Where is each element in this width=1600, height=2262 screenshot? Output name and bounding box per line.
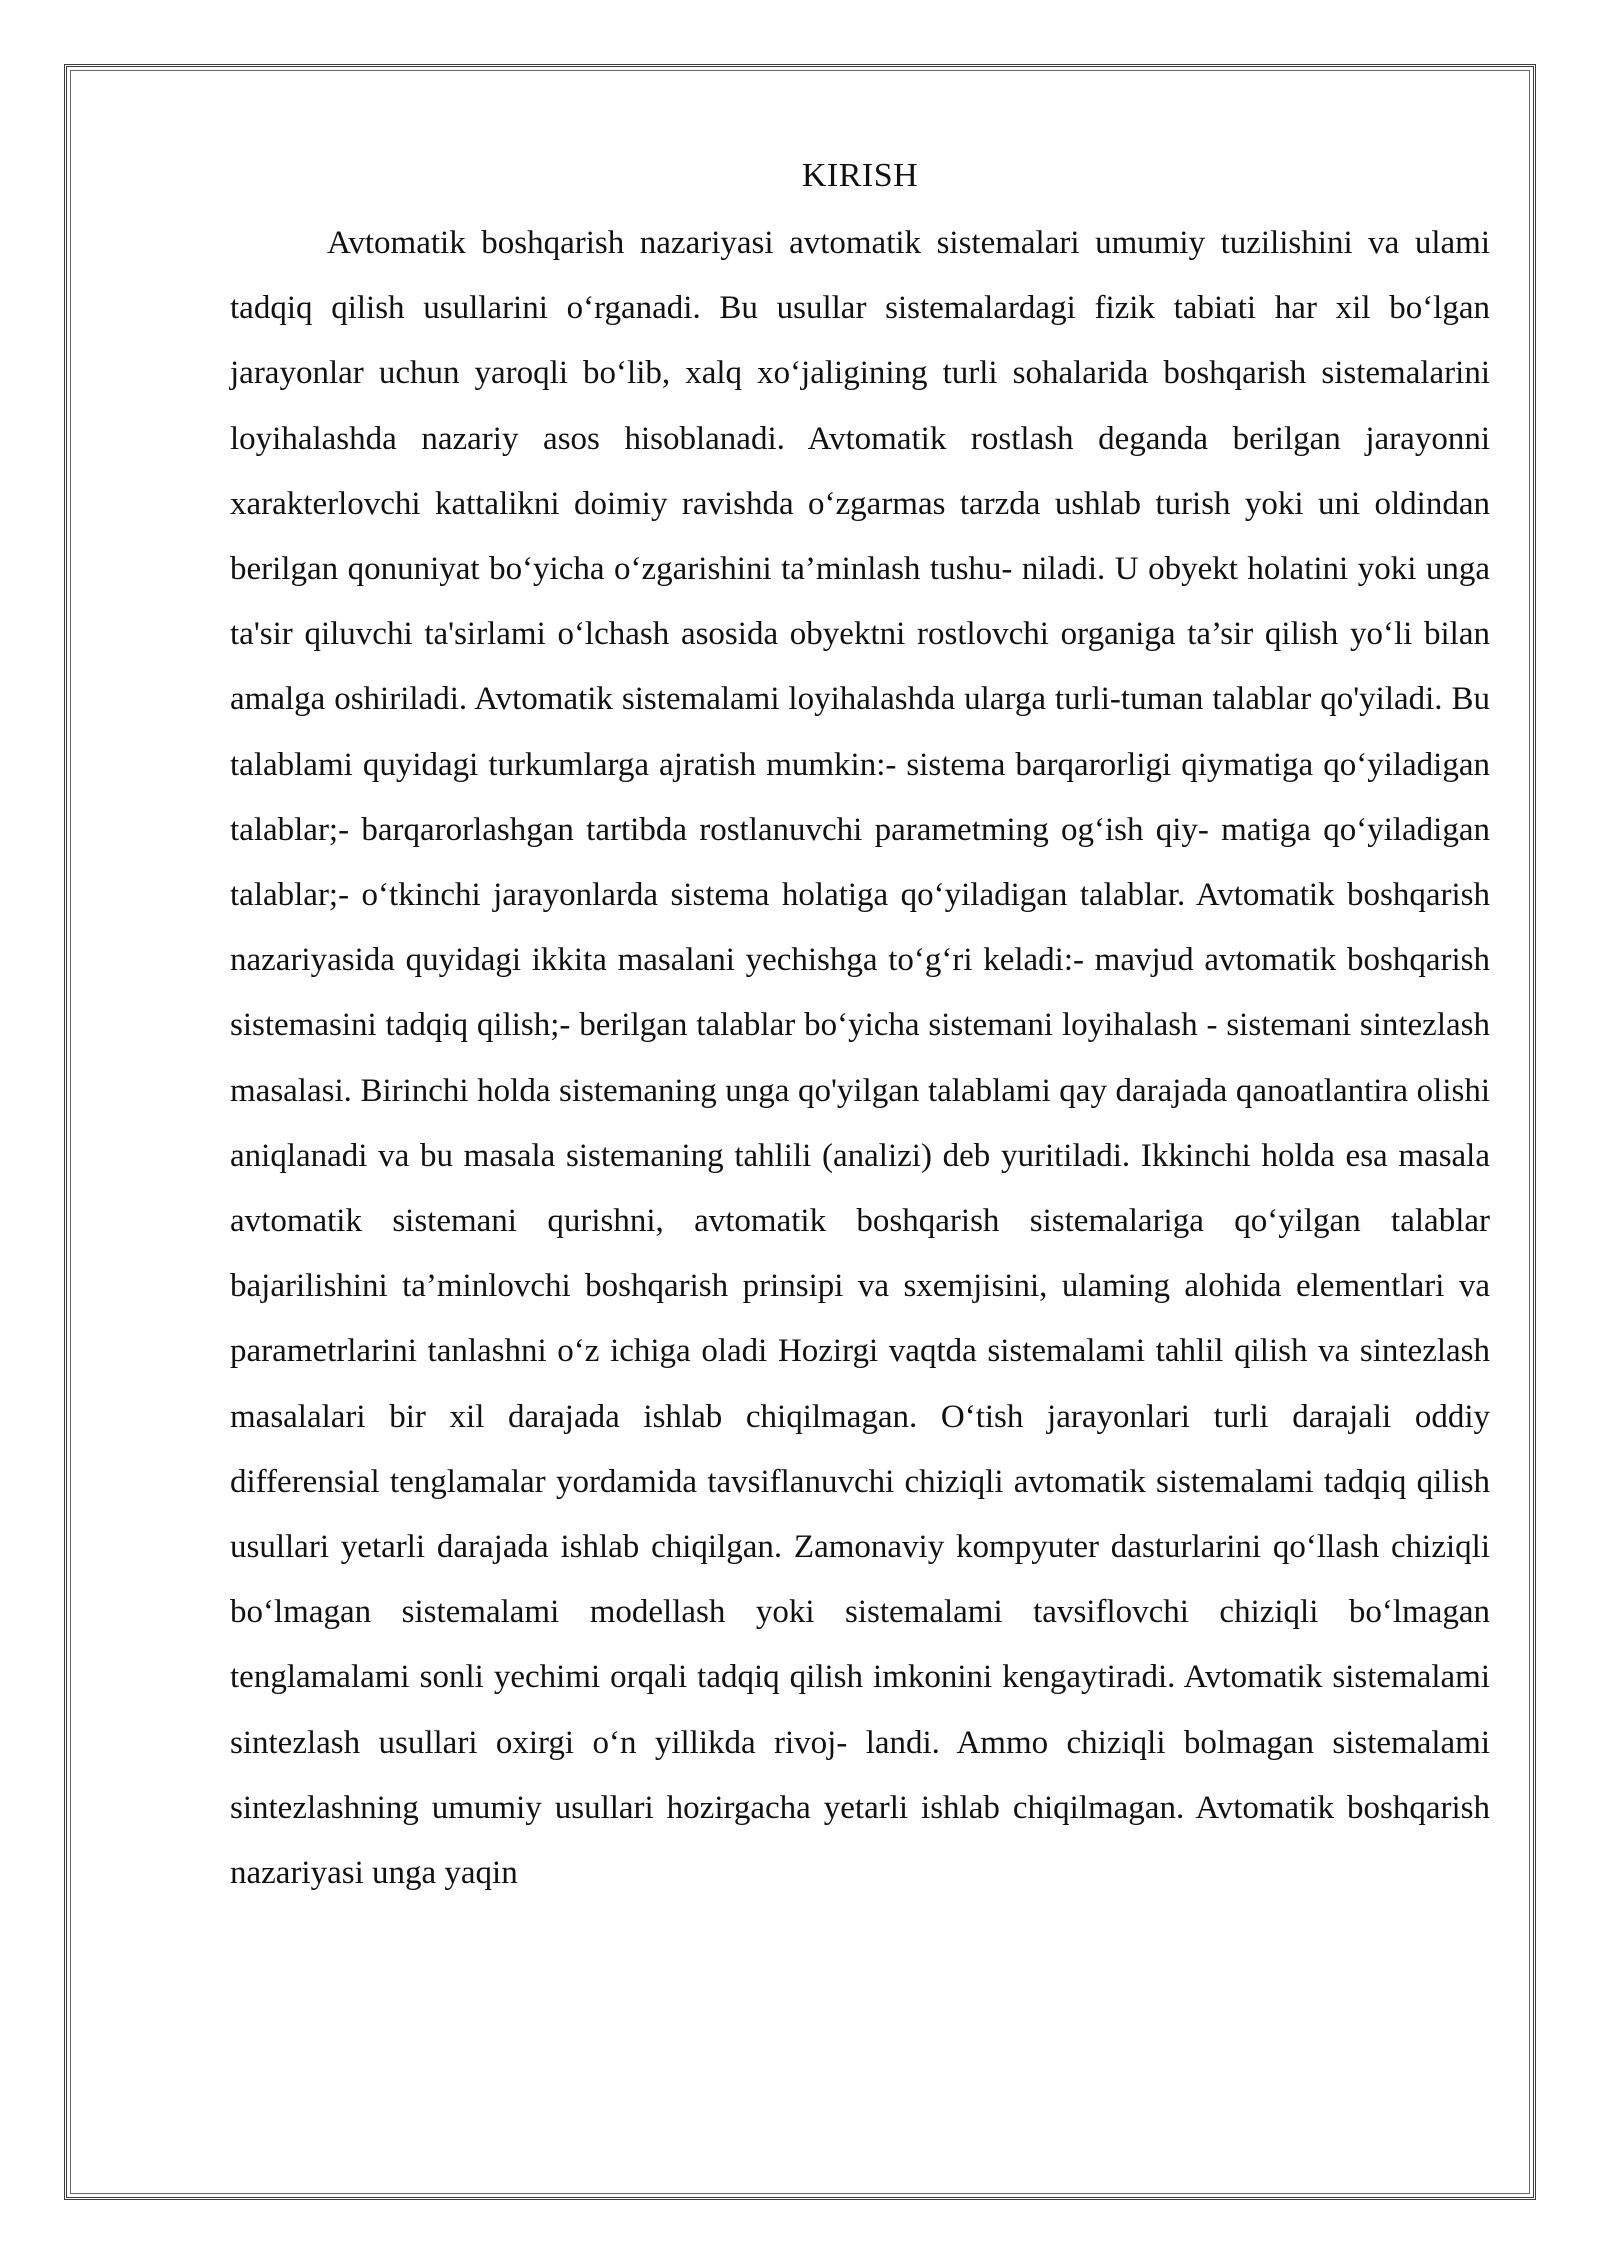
body-paragraph: Avtomatik boshqarish nazariyasi avtomatik sistemalari umumiy tuzilishini va ulami tadqiq qilish usullarini o‘rganadi. Bu usullar sistemalardagi fizik tabiati har xil bo‘lgan jarayonlar uchun yaroqli bo‘lib, xalq xo‘jaligining turli sohalarida boshqarish sistemalarini loyihalashda nazariy asos hisoblanadi. Avtomatik rostlash deganda berilgan jarayonni xarakterlovchi kattalikni doimiy ravishda o‘zgarmas tarzda ushlab turish yoki uni oldindan berilgan qonuniyat bo‘yicha o‘zgarishini ta’minlash tushu- niladi. U obyekt holatini yoki unga ta'sir qiluvchi ta'sirlami o‘lchash asosida obyektni rostlovchi organiga ta’sir qilish yo‘li bilan amalga oshiriladi. Avtomatik sistemalami loyihalashda ularga turli-tuman talablar qo'yiladi. Bu talablami quyidagi turkumlarga ajratish mumkin:- sistema barqarorligi qiymatiga qo‘yiladigan talablar;- barqarorlashgan tartibda rostlanuvchi parametming og‘ish qiy- matiga qo‘yiladigan talablar;- o‘tkinchi jarayonlarda sistema holatiga qo‘yiladigan talablar. Avtomatik boshqarish nazariyasida quyidagi ikkita masalani yechishga to‘g‘ri keladi:- mavjud avtomatik boshqarish sistemasini tadqiq qilish;- berilgan talablar bo‘yicha sistemani loyihalash - sistemani sintezlash masalasi. Birinchi holda sistemaning unga qo'yilgan talablami qay darajada qanoatlantira olishi aniqlanadi va bu masala sistemaning tahlili (analizi) deb yuritiladi. Ikkinchi holda esa masala avtomatik sistemani qurishni, avtomatik boshqarish sistemalariga qo‘yilgan talablar bajarilishini ta’minlovchi boshqarish prinsipi va sxemjisini, ulaming alohida elementlari va parametrlarini tanlashni o‘z ichiga oladi Hozirgi vaqtda sistemalami tahlil qilish va sintezlash masalalari bir xil darajada ishlab chiqilmagan. O‘tish jarayonlari turli darajali oddiy differensial tenglamalar yordamida tavsiflanuvchi chiziqli avtomatik sistemalami tadqiq qilish usullari yetarli darajada ishlab chiqilgan. Zamonaviy kompyuter dasturlarini qo‘llash chiziqli bo‘lmagan sistemalami modellash yoki sistemalami tavsiflovchi chiziqli bo‘lmagan tenglamalami sonli yechimi orqali tadqiq qilish imkonini kengaytiradi. Avtomatik sistemalami sintezlash usullari oxirgi o‘n yillikda rivoj- landi. Ammo chiziqli bolmagan sistemalami sintezlashning umumiy usullari hozirgacha yetarli ishlab chiqilmagan. Avtomatik boshqarish nazariyasi unga yaqin: [230, 225, 1490, 1892]
page-content: [230, 150, 1490, 1906]
page-title: KIRISH: [801, 157, 919, 194]
